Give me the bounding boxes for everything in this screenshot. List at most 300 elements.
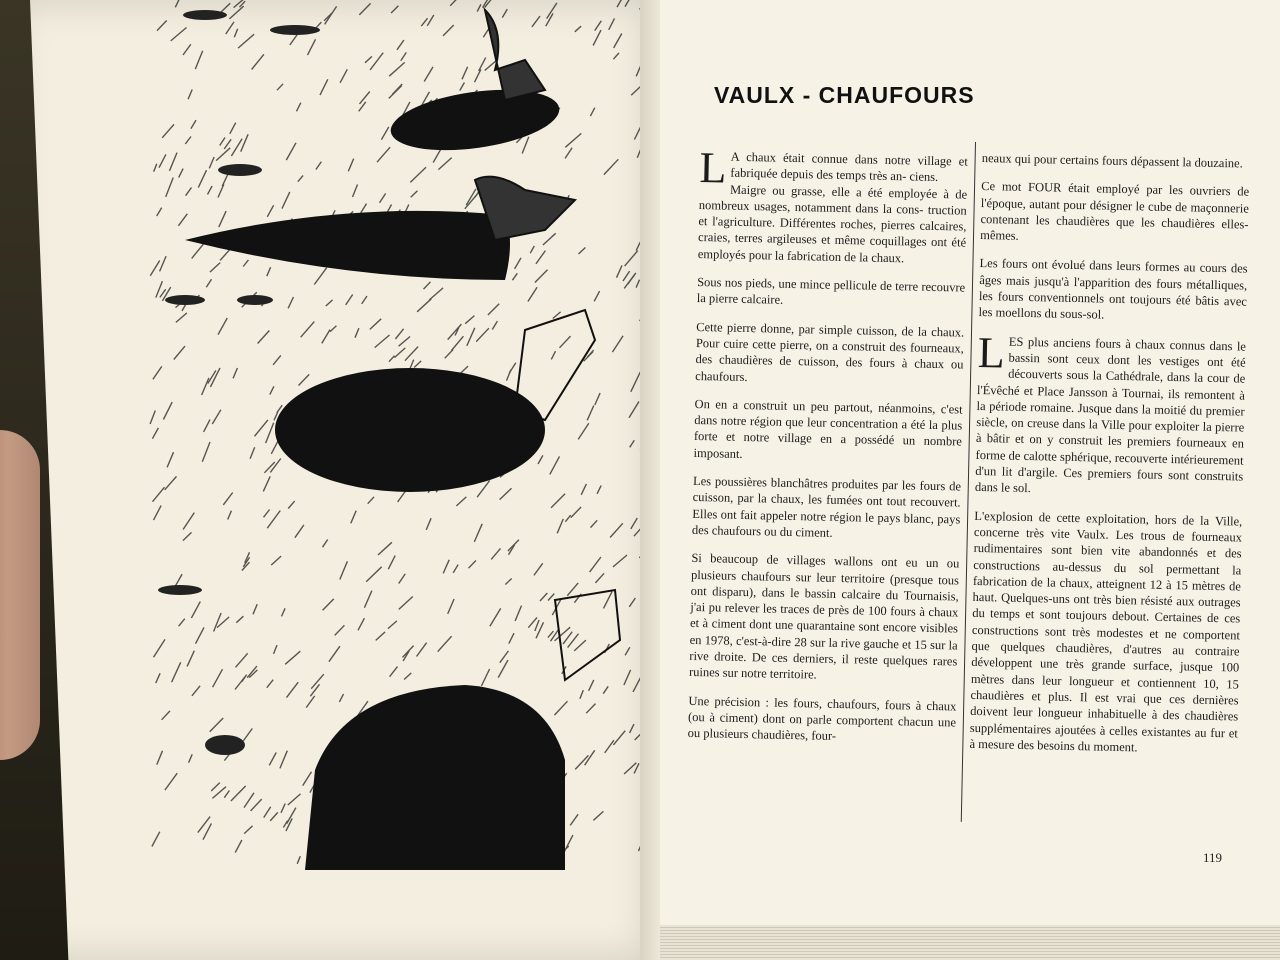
hatch-stroke <box>394 348 405 358</box>
hatch-stroke <box>280 751 287 769</box>
hatch-stroke <box>154 639 166 657</box>
hatch-stroke <box>322 330 330 344</box>
hatch-stroke <box>613 555 627 567</box>
hatch-stroke <box>329 646 340 662</box>
hatch-stroke <box>625 647 630 655</box>
hatch-stroke <box>183 532 192 540</box>
hatch-stroke <box>288 297 293 308</box>
hatch-stroke <box>303 772 312 786</box>
hatch-stroke <box>414 361 421 368</box>
hatch-stroke <box>509 363 516 373</box>
hatch-stroke <box>491 548 500 559</box>
hatch-stroke <box>196 627 205 643</box>
hatch-stroke <box>226 22 234 34</box>
hatch-stroke <box>308 39 316 55</box>
hatch-stroke <box>186 188 192 196</box>
paragraph: L'explosion de cette exploitation, hors de la Ville, concerne très vite Vaulx. Les trous de fourneaux rudimentaires sont bien vite abandonnés et des constructions au-dessus du sol permettant la fabrication de la chaux, atteignent 12 à 15 mètres de haut. Quelques-uns ont très bien résisté aux outrages du temps et sont toujours debout. Certaines de ces constructions sont très modestes et ne comportent que quelques chaudières, d'autres au contraire développent une très grande surface, jusque 100 mètres dans leur longueur et contiennent 10, 15 chaudières et plus. Il est vrai que ces dernières doivent leur longueur inhabituelle à des chaudières supplémentaires ajoutées à celles existantes au fur et à mesure des besoins du moment. <box>969 508 1243 755</box>
hatch-stroke <box>306 696 315 708</box>
hatch-stroke <box>277 84 283 90</box>
hatch-stroke <box>488 304 499 315</box>
hatch-stroke <box>270 386 274 394</box>
hatch-stroke <box>410 167 426 182</box>
hatch-stroke <box>397 40 404 50</box>
hatch-stroke <box>448 599 454 614</box>
hatch-stroke <box>424 282 431 289</box>
hatch-stroke <box>202 378 209 395</box>
hatch-stroke <box>298 176 303 182</box>
hatch-stroke <box>593 811 603 820</box>
hatch-stroke <box>274 645 278 654</box>
hatch-stroke <box>609 18 615 29</box>
hatch-stroke <box>178 214 187 226</box>
hatch-stroke <box>381 127 388 140</box>
hatch-stroke <box>185 137 191 144</box>
hatch-stroke <box>263 476 270 491</box>
hatch-stroke <box>456 497 466 506</box>
hatch-stroke <box>579 248 586 255</box>
hatch-stroke <box>570 814 578 825</box>
hatch-stroke <box>153 366 162 379</box>
paragraph: Les poussières blanchâtres produites par les fours de cuisson, par la chaux, les fumées ont tout recouvert. Elles ont fait appeler notre région le pays blanc, pays des chaufours ou du ciment. <box>691 473 962 540</box>
hatch-stroke <box>213 669 223 687</box>
hatch-stroke <box>191 120 196 129</box>
hatch-stroke <box>167 452 173 467</box>
hatch-stroke <box>179 619 185 627</box>
hatch-stroke <box>258 331 270 344</box>
hatch-stroke <box>565 148 572 159</box>
hatch-stroke <box>156 673 160 683</box>
hatch-stroke <box>443 560 449 574</box>
hatch-stroke <box>534 563 543 575</box>
hatch-stroke <box>192 686 200 696</box>
hatch-stroke <box>366 567 382 582</box>
hatch-stroke <box>299 374 310 385</box>
hatch-stroke <box>532 16 540 27</box>
hatch-stroke <box>612 336 623 352</box>
hatch-stroke <box>617 0 624 7</box>
hatch-stroke <box>224 791 229 798</box>
hatch-stroke <box>590 108 594 116</box>
paragraph-text: ES plus anciens fours à chaux connus dans le bassin sont ceux dont les vestiges ont été découverts sous la Cathédrale, dans la cour de l'Évêché et Place Jansson à Tournai, ils remontent à la période romaine. Jusque dans la moitié du premier siècle, on creuse dans la Ville pour exploiter la pierre à bâtir et on y construit les premiers fourneaux en forme de calotte sphérique, recouverte intérieurement d'un lit d'argile. Ces premiers fours sont construits dans le sol. <box>974 334 1247 496</box>
ink-illustration <box>145 0 655 870</box>
hatch-stroke <box>171 28 187 41</box>
hatch-stroke <box>297 103 301 112</box>
hatch-stroke <box>629 598 635 607</box>
hatch-stroke <box>340 69 347 83</box>
hatch-stroke <box>595 21 602 31</box>
hatch-stroke <box>378 542 392 555</box>
hatch-stroke <box>286 143 296 160</box>
hatch-stroke <box>172 662 181 682</box>
hatch-stroke <box>244 793 254 808</box>
hatch-stroke <box>424 67 433 82</box>
paragraph: neaux qui pour certains fours dépassent la douzaine. <box>981 150 1243 171</box>
hatch-stroke <box>540 593 547 601</box>
hatch-stroke <box>314 268 326 285</box>
hatch-stroke <box>417 299 431 312</box>
hatch-stroke <box>388 556 395 570</box>
intro-line: A chaux était connue dans notre village <box>730 149 952 169</box>
hatch-stroke <box>348 159 353 172</box>
hatch-stroke <box>251 799 262 811</box>
hatch-stroke <box>230 123 236 134</box>
hatch-stroke <box>326 300 333 306</box>
hatch-stroke <box>179 169 183 178</box>
hatch-stroke <box>365 56 372 62</box>
hatch-stroke <box>335 625 345 635</box>
hatch-stroke <box>502 9 507 18</box>
hatch-stroke <box>481 669 489 686</box>
hatch-stroke <box>389 86 402 99</box>
hatch-stroke <box>234 29 237 38</box>
hatch-stroke <box>264 510 270 518</box>
intro-line: ciens. <box>909 169 939 185</box>
text-column-left <box>687 143 968 759</box>
hatch-stroke <box>210 263 220 273</box>
hatch-stroke <box>358 618 364 630</box>
hatch-stroke <box>233 368 237 378</box>
hatch-stroke <box>157 751 163 765</box>
intro-line: truction et l'agriculture. Différentes roches, <box>698 202 967 232</box>
hatch-stroke <box>604 592 613 609</box>
hatch-stroke <box>368 497 374 504</box>
hatch-stroke <box>267 205 273 217</box>
hatch-stroke <box>287 682 299 697</box>
hatch-stroke <box>154 506 162 520</box>
hatch-stroke <box>613 53 619 59</box>
hatch-stroke <box>512 273 517 280</box>
hatch-stroke <box>580 690 583 699</box>
hatch-stroke <box>152 832 160 847</box>
hatch-stroke <box>404 673 411 680</box>
hatch-stroke <box>631 372 641 392</box>
paragraph: Cette pierre donne, par simple cuisson, de la chaux. Pour cuire cette pierre, on a construit des fourneaux, des chaudières de cuisson, des fours à chaux ou chaufours. <box>695 319 965 384</box>
hatch-stroke <box>362 296 367 304</box>
hatch-stroke <box>443 25 454 36</box>
hatch-stroke <box>330 326 336 332</box>
hatch-stroke <box>460 83 465 91</box>
hatch-stroke <box>426 518 431 530</box>
hatch-stroke <box>234 0 249 8</box>
hatch-stroke <box>370 319 381 330</box>
hatch-stroke <box>267 680 273 688</box>
hatch-stroke <box>174 346 185 359</box>
intro-line: même coquillages ont été employés pour la <box>697 233 967 263</box>
hatch-stroke <box>218 318 227 335</box>
stone-mark <box>165 295 205 305</box>
hatch-stroke <box>236 616 243 623</box>
stone-mark <box>218 164 262 176</box>
hatch-stroke <box>389 62 405 76</box>
hatch-stroke <box>183 44 191 55</box>
hatch-stroke <box>587 406 594 421</box>
hatch-stroke <box>590 557 601 572</box>
hatch-stroke <box>208 186 213 194</box>
hatch-stroke <box>162 711 170 720</box>
hatch-stroke <box>241 134 248 151</box>
hatch-stroke <box>214 613 222 632</box>
hatch-stroke <box>223 493 232 505</box>
hatch-stroke <box>162 124 174 137</box>
hatch-stroke <box>183 513 194 530</box>
hatch-stroke <box>346 295 353 305</box>
hatch-stroke <box>505 579 511 585</box>
hatch-stroke <box>555 627 571 641</box>
hatch-stroke <box>536 251 546 264</box>
hatch-stroke <box>448 324 462 340</box>
hatch-stroke <box>429 288 443 300</box>
hatch-stroke <box>376 632 385 641</box>
paragraph: Si beaucoup de villages wallons ont eu un ou plusieurs chaufours sur leur territoire (presque tous ont disparu), dans le bassin calcaire du Tournaisis, j'ai pu relever les traces de près de 100 fours à chaux et à ciment dont une quarantaine sont encore visibles en 1978, c'est-à-dire 28 sur la rive gauche et 15 sur la rive droite. De ces derniers, il reste quelques rares ruines sur notre territoire. <box>688 551 960 682</box>
hatch-stroke <box>586 704 595 714</box>
hatch-stroke <box>270 812 278 821</box>
hatch-stroke <box>166 178 174 197</box>
hatch-stroke <box>630 724 634 733</box>
hatch-stroke <box>157 21 167 31</box>
hatch-stroke <box>625 251 638 267</box>
hatch-stroke <box>203 823 211 839</box>
hatch-stroke <box>206 279 211 287</box>
hatch-stroke <box>170 153 178 171</box>
page-number: 119 <box>1203 850 1223 865</box>
hatch-stroke <box>273 355 281 364</box>
hatch-stroke <box>238 34 254 48</box>
hatch-stroke <box>565 133 581 147</box>
hatch-stroke <box>188 90 192 100</box>
hatch-stroke <box>604 159 618 174</box>
hatch-stroke <box>476 328 489 341</box>
hatch-stroke <box>187 651 194 667</box>
hatch-stroke <box>399 337 411 347</box>
paragraph: Une précision : les fours, chaufours, fours à chaux (ou à ciment) dont on parle comportent chacun une ou plusieurs chaudières, four- <box>687 693 957 744</box>
hatch-stroke <box>295 525 304 538</box>
hatch-stroke <box>195 51 202 69</box>
hatch-stroke <box>250 447 255 459</box>
hatch-stroke <box>310 684 319 696</box>
hatch-stroke <box>625 0 631 7</box>
hatch-stroke <box>453 565 458 573</box>
hatch-stroke <box>421 18 427 26</box>
hatch-stroke <box>165 773 177 790</box>
hatch-stroke <box>325 6 337 24</box>
hatch-stroke <box>163 402 172 419</box>
hatch-stroke <box>219 211 226 227</box>
paragraph: On en a construit un peu partout, néanmoins, c'est dans notre région que leur concentration a été la plus forte et notre village en a possédé un nombre imposant. <box>693 396 963 461</box>
hatch-stroke <box>411 191 418 198</box>
stone-mark <box>158 585 202 595</box>
hatch-stroke <box>554 701 567 715</box>
hatch-stroke <box>595 573 604 583</box>
hatch-stroke <box>380 194 386 203</box>
hatch-stroke <box>500 488 512 499</box>
hatch-stroke <box>153 487 165 502</box>
hatch-stroke <box>235 840 242 853</box>
hatch-stroke <box>320 79 328 95</box>
hatch-stroke <box>209 157 214 168</box>
hatch-stroke <box>389 356 395 362</box>
hatch-stroke <box>574 640 586 651</box>
hatch-stroke <box>509 633 514 643</box>
hatch-stroke <box>630 440 635 447</box>
hatch-stroke <box>231 786 246 801</box>
hatch-stroke <box>551 629 559 641</box>
hatch-stroke <box>316 162 322 170</box>
hatch-stroke <box>323 540 328 548</box>
hatch-stroke <box>399 574 406 584</box>
hatch-stroke <box>595 393 600 405</box>
hatch-stroke <box>388 621 397 629</box>
hatch-stroke <box>160 256 167 271</box>
hatch-stroke <box>631 518 638 529</box>
hatch-stroke <box>236 653 248 667</box>
hatch-stroke <box>282 608 286 616</box>
hatch-stroke <box>427 15 434 26</box>
hatch-stroke <box>405 347 418 361</box>
hatch-stroke <box>567 583 578 596</box>
hatch-stroke <box>593 30 601 45</box>
hatch-stroke <box>229 6 243 19</box>
hatch-stroke <box>150 411 155 425</box>
paragraph: Ce mot FOUR était employé par les ouvriers de l'époque, autant pour désigner le cube de maçonnerie contenant les chaudières que les chaudières elles-mêmes. <box>980 179 1250 243</box>
hatch-stroke <box>198 170 206 187</box>
hatch-stroke <box>610 523 623 537</box>
hatch-stroke <box>297 856 300 864</box>
hatch-stroke <box>617 265 623 277</box>
hatch-stroke <box>603 686 608 693</box>
hatch-stroke <box>288 794 301 805</box>
hatch-stroke <box>543 233 556 245</box>
kiln-opening-pointed <box>185 211 510 280</box>
hatch-stroke <box>575 26 581 32</box>
hatch-stroke <box>548 631 554 638</box>
hatch-stroke <box>202 442 210 462</box>
hatch-stroke <box>253 604 257 614</box>
hatch-stroke <box>614 34 622 49</box>
hatch-stroke <box>157 208 162 216</box>
stone-marks <box>158 10 320 755</box>
hatch-stroke <box>589 680 594 691</box>
hatch-stroke <box>636 280 639 288</box>
hatch-stroke <box>515 606 521 621</box>
intro-line: pierres calcaires, craies, terres argileuses et <box>697 217 967 248</box>
hatch-stroke <box>522 137 529 154</box>
kiln-opening-bottom <box>305 685 565 870</box>
hatch-stroke <box>498 660 508 678</box>
hatch-stroke <box>629 402 639 418</box>
hatch-stroke <box>538 455 543 464</box>
hatch-stroke <box>515 258 521 269</box>
hatch-stroke <box>176 313 187 323</box>
hatch-stroke <box>581 484 586 495</box>
hatch-stroke <box>578 423 589 439</box>
hatch-stroke <box>159 154 166 167</box>
hatch-stroke <box>469 561 476 569</box>
hatch-stroke <box>528 618 537 628</box>
hatch-stroke <box>563 632 572 644</box>
stone-mark <box>183 10 227 20</box>
hatch-stroke <box>154 164 157 172</box>
hatch-stroke <box>605 740 614 753</box>
hatch-stroke <box>551 351 555 359</box>
hatch-stroke <box>395 329 403 339</box>
drop-cap: L <box>699 143 727 193</box>
hatch-stroke <box>450 0 457 6</box>
hatch-stroke <box>565 515 570 522</box>
hatch-stroke <box>353 185 358 198</box>
hatch-stroke <box>165 476 177 489</box>
page-edges <box>660 925 1280 960</box>
hatch-stroke <box>490 608 501 626</box>
hatch-stroke <box>204 420 210 432</box>
hatch-stroke <box>231 139 242 156</box>
drop-cap: L <box>977 327 1006 378</box>
hatch-stroke <box>475 69 481 82</box>
hatch-stroke <box>571 507 581 518</box>
intro-line: nombreux usages, notamment dans la cons- <box>698 197 924 217</box>
hatch-stroke <box>283 821 287 828</box>
hatch-stroke <box>281 804 285 813</box>
hatch-stroke <box>212 410 221 424</box>
hatch-stroke <box>224 139 231 149</box>
kiln-opening-middle <box>275 368 545 492</box>
hatch-stroke <box>269 753 276 766</box>
hatch-stroke <box>191 602 200 618</box>
hatch-stroke <box>244 826 252 834</box>
hatch-stroke <box>189 754 193 762</box>
paragraph: Sous nos pieds, une mince pellicule de terre recouvre la pierre calcaire. <box>696 275 966 308</box>
hatch-stroke <box>591 520 598 527</box>
wheelbarrow-2 <box>555 590 620 680</box>
hatch-stroke <box>417 643 427 657</box>
hatch-stroke <box>255 420 268 436</box>
hatch-stroke <box>360 92 370 104</box>
hatch-stroke <box>192 244 204 259</box>
hatch-stroke <box>550 456 560 474</box>
hatch-stroke <box>528 287 537 301</box>
hatch-stroke <box>267 267 271 276</box>
hatch-stroke <box>452 336 464 350</box>
hatch-stroke <box>288 501 295 508</box>
hatch-stroke <box>175 0 179 7</box>
paragraph: Les fours ont évolué dans leurs formes au cours des âges mais jusqu'à l'apparition des fours métalliques, les fours conventionnels ont toujours été bâtis avec les moellons du sous-sol. <box>978 256 1248 322</box>
hatch-stroke <box>474 524 482 542</box>
hatch-stroke <box>375 335 390 348</box>
hatch-stroke <box>266 423 274 443</box>
hatch-stroke <box>323 599 334 610</box>
hatch-stroke <box>535 270 548 283</box>
hatch-stroke <box>220 138 225 146</box>
hatch-stroke <box>216 148 230 161</box>
hatch-stroke <box>301 322 315 338</box>
thumb <box>0 430 40 760</box>
hatch-stroke <box>340 561 348 579</box>
hatch-stroke <box>243 260 248 267</box>
hatch-stroke <box>530 246 534 253</box>
paragraph-intro <box>697 143 968 268</box>
hatch-stroke <box>211 783 220 791</box>
hatch-stroke <box>623 271 630 281</box>
hatch-stroke <box>264 807 271 818</box>
intro-line: et fabriquée depuis des temps très an- <box>730 154 968 184</box>
hatch-stroke <box>243 729 252 741</box>
stone-mark <box>205 735 245 755</box>
hatch-stroke <box>477 4 481 11</box>
hatch-stroke <box>560 336 571 348</box>
hatch-stroke <box>597 486 601 494</box>
hatch-stroke <box>364 591 372 608</box>
hatch-stroke <box>401 52 407 60</box>
hatch-stroke <box>508 540 519 551</box>
